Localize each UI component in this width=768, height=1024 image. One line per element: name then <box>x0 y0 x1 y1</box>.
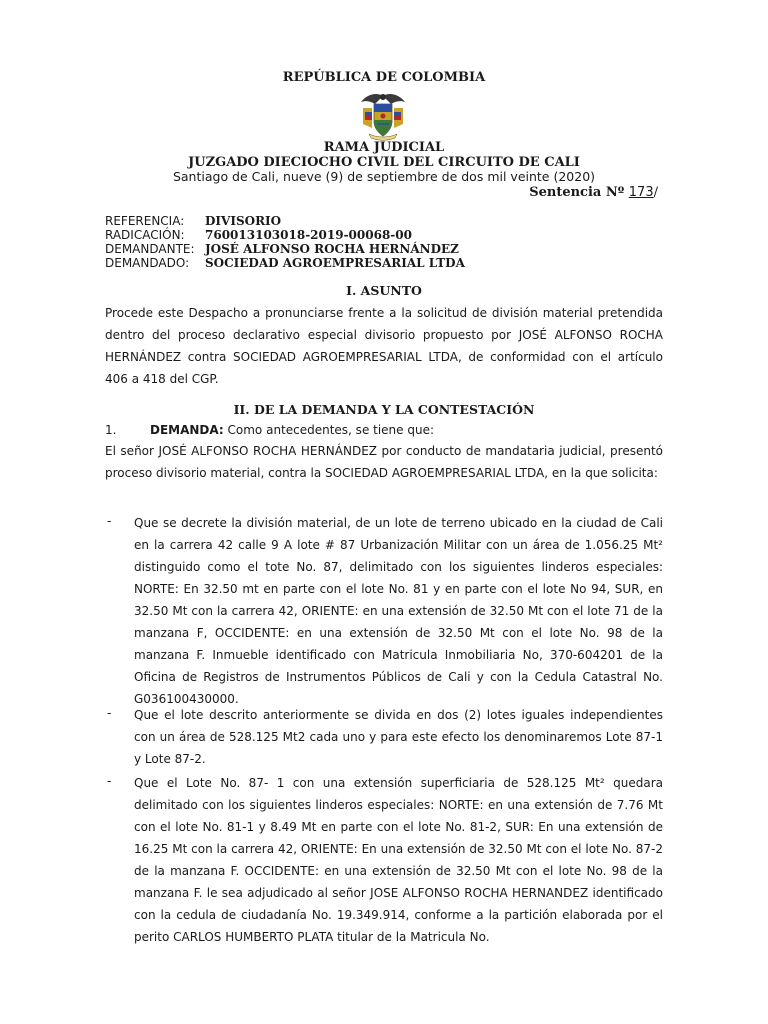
reference-label: REFERENCIA: <box>105 214 185 228</box>
bullet-text: Que el lote descrito anteriormente se divida en dos (2) lotes iguales independientes con un área de 528.125 Mt2 cada uno y para este efecto los denominaremos Lote 87-1 y Lote 87-2. <box>134 708 663 766</box>
reference-label: DEMANDANTE: <box>105 242 195 256</box>
demanda-intro-paragraph: El señor JOSÉ ALFONSO ROCHA HERNÁNDEZ por conducto de mandataria judicial, presentó proceso divisorio material, contra la SOCIEDAD AGROEMPRESARIAL LTDA, en la que solicita: <box>105 444 663 480</box>
bullet-marker: - <box>107 514 112 528</box>
reference-value: 760013103018-2019-00068-00 <box>205 228 412 242</box>
republic-title: REPÚBLICA DE COLOMBIA <box>282 70 486 85</box>
sentencia-value: 173 <box>628 185 654 200</box>
reference-row <box>105 242 465 256</box>
item-number: 1. <box>105 423 117 437</box>
branch-title: RAMA JUDICIAL <box>323 140 445 155</box>
demanda-heading: II. DE LA DEMANDA Y LA CONTESTACIÓN <box>233 402 535 417</box>
reference-value: JOSÉ ALFONSO ROCHA HERNÁNDEZ <box>205 242 459 256</box>
bullet-marker: - <box>107 706 112 720</box>
colombia-coat-of-arms-icon <box>357 90 409 142</box>
sentencia-label: Sentencia Nº <box>529 185 625 200</box>
bullet-marker: - <box>107 774 112 788</box>
reference-row <box>105 214 465 228</box>
reference-block <box>105 214 465 270</box>
item-label: DEMANDA: <box>150 423 224 437</box>
reference-value: DIVISORIO <box>205 214 282 228</box>
asunto-paragraph: Procede este Despacho a pronunciarse frente a la solicitud de división material pretendida dentro del proceso declarativo especial divisorio propuesto por JOSÉ ALFONSO ROCHA HERNÁNDEZ contra SOCIEDAD AGROEMPRESARIAL LTDA, de conformidad con el artículo 406 a 418 del CGP. <box>105 306 663 386</box>
reference-label: DEMANDADO: <box>105 256 190 270</box>
sentencia-number <box>529 185 658 200</box>
item-text: Como antecedentes, se tiene que: <box>223 423 435 437</box>
sentencia-suffix: / <box>653 185 658 200</box>
demanda-item <box>105 423 434 437</box>
reference-row <box>105 256 465 270</box>
bullet-text: Que se decrete la división material, de un lote de terreno ubicado en la ciudad de Cali en la carrera 42 calle 9 A lote # 87 Urbanización Militar con un área de 1.056.25 Mt² distinguido como el tote No. 87, delimitado con los siguientes linderos especiales: NORTE: En 32.50 mt en parte con el lote No. 81 y en parte con el lote No 94, SUR, en 32.50 Mt con la carrera 42, ORIENTE: en una extensión de 32.50 Mt con el lote 71 de la manzana F, OCCIDENTE: en una extensión de 32.50 Mt con el lote No. 98 de la manzana F. Inmueble identificado con Matricula Inmobiliaria No, 370-604201 de la Oficina de Registros de Instrumentos Públicos de Cali y con la Cedula Catastral No. G036100430000. <box>134 516 663 706</box>
bullet-text: Que el Lote No. 87- 1 con una extensión superficiaria de 528.125 Mt² quedara delimitado con los siguientes linderos especiales: NORTE: en una extensión de 7.76 Mt con el lote No. 81-1 y 8.49 Mt en parte con el lote No. 81-2, SUR: En una extensión de 16.25 Mt con la carrera 42, ORIENTE: En una extensión de 32.50 Mt con el lote No. 87-2 de la manzana F. OCCIDENTE: en una extensión de 32.50 Mt con el lote No. 98 de la manzana F. le sea adjudicado al señor JOSE ALFONSO ROCHA HERNANDEZ identificado con la cedula de ciudadanía No. 19.349.914, conforme a la partición elaborada por el perito CARLOS HUMBERTO PLATA titular de la Matricula No. <box>134 776 663 944</box>
reference-label: RADICACIÓN: <box>105 228 185 242</box>
court-title: JUZGADO DIECIOCHO CIVIL DEL CIRCUITO DE CALI <box>188 155 580 170</box>
asunto-heading: I. ASUNTO <box>346 283 422 298</box>
reference-row <box>105 228 465 242</box>
reference-value: SOCIEDAD AGROEMPRESARIAL LTDA <box>205 256 465 270</box>
date-line: Santiago de Cali, nueve (9) de septiembre de dos mil veinte (2020) <box>172 169 596 184</box>
